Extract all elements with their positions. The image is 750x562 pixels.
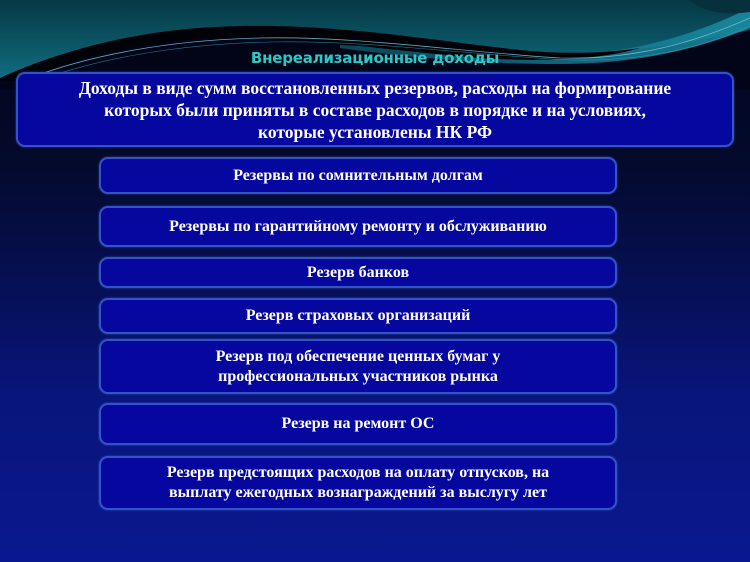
- header-line-3: которые установлены НК РФ: [258, 121, 492, 142]
- header-text: [79, 77, 671, 143]
- item-line-1: Резерв предстоящих расходов на оплату отпусков, на: [166, 464, 550, 481]
- item-box-bank-reserve: [99, 257, 617, 288]
- item-box-securities-reserve: [99, 339, 617, 394]
- item-label: Резервы по сомнительным долгам: [233, 166, 483, 184]
- header-line-2: которых были приняты в составе расходов в порядке и на условиях,: [104, 99, 646, 120]
- item-box-doubtful-debts: [99, 157, 617, 194]
- item-box-insurance-reserve: [99, 298, 617, 334]
- item-box-fixed-asset-repair: [99, 403, 617, 445]
- item-label: Резервы по гарантийному ремонту и обслуживанию: [169, 217, 547, 235]
- slide-title: Внереализационные доходы: [250, 49, 500, 67]
- item-box-vacation-reserve: [99, 456, 617, 510]
- item-box-warranty-repair: [99, 206, 617, 247]
- header-box: [16, 72, 734, 147]
- item-text: [216, 347, 501, 387]
- header-line-1: Доходы в виде сумм восстановленных резервов, расходы на формирование: [78, 77, 672, 98]
- item-text: [167, 463, 549, 503]
- item-label: Резерв банков: [306, 263, 410, 281]
- item-line-1: Резерв под обеспечение ценных бумаг у: [215, 347, 501, 365]
- item-label: Резерв страховых организаций: [245, 307, 471, 324]
- item-line-2: профессиональных участников рынка: [218, 367, 498, 385]
- item-line-2: выплату ежегодных вознаграждений за выслугу лет: [168, 484, 547, 501]
- item-label: Резерв на ремонт ОС: [281, 415, 435, 432]
